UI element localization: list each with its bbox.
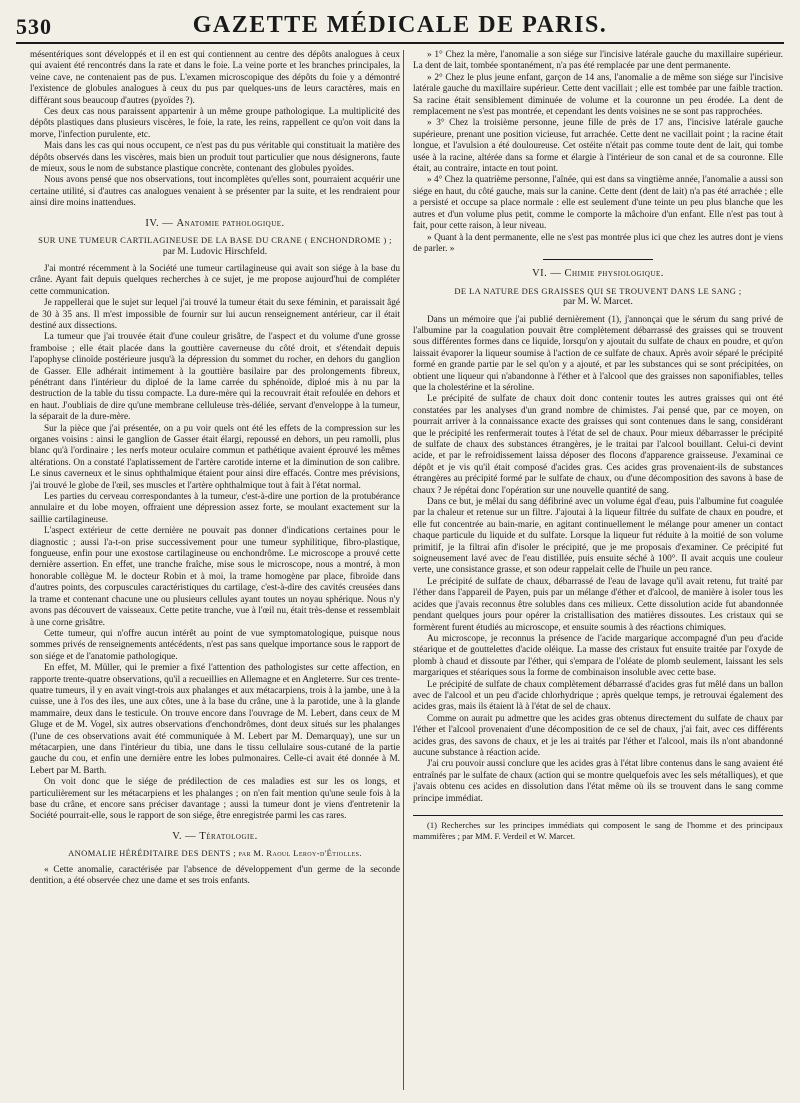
divider	[543, 259, 653, 260]
paragraph: On voit donc que le siége de prédilection de ces maladies est sur les os longs, et particulièrement sur les métacarpiens et les phalanges ; on n'en fait mention qu'une seule fois à la base du crâne, et encore sans préciser davantage ; aussi la tumeur dont je viens d'entretenir la Société pourrait-elle, sous le rapport de son siége, être enregistrée parmi les cas rares.	[30, 777, 400, 822]
section-number: VI. —	[532, 268, 565, 280]
page-number: 530	[16, 14, 52, 39]
article-title: SUR UNE TUMEUR CARTILAGINEUSE DE LA BASE DU CRANE ( ENCHONDROME ) ;	[38, 235, 392, 246]
paragraph: La tumeur que j'ai trouvée était d'une couleur grisâtre, de l'aspect et du volume d'une grosse framboise ; elle était placée dans la gouttière caverneuse du côté droit, et s'étendait depuis l'apophyse clinoïde postérieure jusqu'à la dépression du sommet du rocher, en dehors du ganglion de Gasser. Elle adhérait intimement à la gouttière basilaire par des prolongements fibreux, pénétrant dans l'intérieur du diploé de la lame carrée du sphénoïde, diploé mis à nu par la destruction de la table du tissu compacte. La dure-mère qui la recouvrait était refoulée en dehors et en haut. J'oubliais de dire qu'une membrane celluleuse très-déliée, servant d'enveloppe à la tumeur, la séparait de la dure-mère.	[30, 332, 400, 423]
section-heading-v	[30, 831, 400, 842]
paragraph: » Quant à la dent permanente, elle ne s'est pas montrée plus ici que chez les autres dont je viens de parler. »	[413, 232, 783, 254]
section-title: Chimie physiologique.	[564, 268, 664, 280]
paragraph: mésentériques sont développés et il en est qui contiennent au centre des dépôts analogues à ceux qui avaient été rencontrés dans la rate et dans le foie. La veine porte et les branches principales, la veine cave, ne contenaient pas de pus. L'examen microscopique des dépôts du foie y a démontré l'existence de globules analogues à ceux du pus par quelques-uns de leurs caractères, mais en différant sous beaucoup d'autres (pyoïdes ?).	[30, 50, 400, 106]
paragraph: Le précipité de sulfate de chaux complètement débarrassé d'acides gras fut mêlé dans un ballon avec de l'alcool et un peu d'acide chlorhydrique ; après quelque temps, je retrouvai également des acides gras, mais ils étaient là à l'état de sel de chaux.	[413, 679, 783, 713]
section-heading-iv	[30, 218, 400, 229]
paragraph: J'ai cru pouvoir aussi conclure que les acides gras à l'état libre contenus dans le sang avaient été entraînés par le sulfate de chaux (action qui se montre quelquefois avec les sels métalliques), et que j'avais obtenu ces acides en dissolution dans l'état même où ils se trouvent dans le sang comme principe immédiat.	[413, 759, 783, 804]
section-title: Anatomie pathologique.	[176, 217, 285, 229]
paragraph: Sur la pièce que j'ai présentée, on a pu voir quels ont été les effets de la compression sur les organes voisins : ainsi le ganglion de Gasser était élargi, repoussé en dehors, un peu ramolli, plus blanc qu'à l'ordinaire ; les nerfs moteur oculaire commun et pathétique avaient éprouvé les mêmes altérations. On a constaté l'aplatissement de l'artère carotide interne et la diminution de son calibre. Le sinus caverneux et le sinus ophthalmique étaient pour ainsi dire effacés. Contre mes prévisions, j'ai trouvé le globe de l'œil, ses muscles et l'artère ophthalmique tout à fait à l'état normal.	[30, 423, 400, 491]
paragraph: J'ai montré récemment à la Société une tumeur cartilagineuse qui avait son siége à la base du crâne. Ayant fait depuis quelques recherches à ce sujet, je me propose aujourd'hui de compléter cette communication.	[30, 263, 400, 297]
paragraph: « Cette anomalie, caractérisée par l'absence de développement d'un germe de la seconde dentition, a été observée chez une dame et ses trois enfants.	[30, 864, 400, 887]
paragraph: Les parties du cerveau correspondantes à la tumeur, c'est-à-dire une portion de la protubérance annulaire et du lobe moyen, offraient une dépression assez forte, se moulant exactement sur la saillie cartilagineuse.	[30, 492, 400, 525]
footnote: (1) Recherches sur les principes immédiats qui composent le sang de l'homme et des principaux mammifères ; par MM. F. Verdeil et W. Marcet.	[413, 820, 783, 841]
paragraph: Comme on aurait pu admettre que les acides gras obtenus directement du sulfate de chaux par l'éther et l'alcool provenaient d'une décomposition de ce sel de chaux, j'ai fait, avec ces différents acides gras, des savons de chaux, et je les ai traités par l'éther et l'alcool, mais ils n'ont abandonné aucune substance à réaction acide.	[413, 713, 783, 758]
paragraph: Je rappellerai que le sujet sur lequel j'ai trouvé la tumeur était du sexe féminin, et paraissait âgé de 30 à 35 ans. Il m'est impossible de fournir sur lui aucun renseignement antérieur, car il était destiné aux dissections.	[30, 298, 400, 331]
paragraph: Le précipité de sulfate de chaux, débarrassé de l'eau de lavage qu'il avait retenu, fut traité par l'éther dans l'appareil de Payen, puis par un mélange d'éther et d'alcool, de manière à isoler tous les acides que j'avais reconnus être solubles dans ces milieux. Cette dissolution acide fut abandonnée pendant quelques jours pour opérer la cristallisation des matières dissoutes. Les cristaux qui se formèrent furent étudiés au microscope, et ensuite soumis à des réactions chimiques.	[413, 576, 783, 633]
section-title: Tératologie.	[199, 830, 258, 842]
paragraph: Nous avons pensé que nos observations, tout incomplètes qu'elles sont, pourraient acquérir une certaine utilité, si d'autres cas analogues venaient à se présenter par la suite, et les rendraient pour ainsi dire moins inattendues.	[30, 175, 400, 209]
paragraph: Cette tumeur, qui n'offre aucun intérêt au point de vue symptomatologique, puisque nous sommes privés de renseignements antécédents, n'est pas sans quelque importance sous le rapport de son siége et de l'anatomie pathologique.	[30, 628, 400, 662]
paragraph: » 1° Chez la mère, l'anomalie a son siége sur l'incisive latérale gauche du maxillaire supérieur. La dent de lait, tombée spontanément, n'a pas été remplacée par une dent permanente.	[413, 50, 783, 72]
paragraph: » 2° Chez le plus jeune enfant, garçon de 14 ans, l'anomalie a de même son siége sur l'incisive latérale gauche du maxillaire supérieur. Cette dent vacillait ; elle est tombée par une faible traction. Sa racine était sensiblement diminuée de volume et la couronne un peu érodée. La dent de remplacement ne s'est pas montrée, et cependant les dents voisines ne se sont pas rapprochées.	[413, 72, 783, 118]
paragraph: Dans un mémoire que j'ai publié dernièrement (1), j'annonçai que le sérum du sang privé de l'albumine par la coagulation pouvait être complètement débarrassé des graisses qui se trouvent sous différentes formes dans ce liquide, lorsqu'on y ajoutait du sulfate de chaux en poudre, et qu'on laissait évaporer la liqueur soumise à l'action de ce sulfate de chaux. Après avoir séparé le précipité formé en grande partie par le sel qu'on y a ajouté, et par les substances qui se sont précipitées, on obtient une liqueur qui n'abandonne à l'éther et à l'alcool que des graisses non saponifiables, telles que la cholestérine et la séroline.	[413, 314, 783, 393]
paragraph: En effet, M. Müller, qui le premier a fixé l'attention des pathologistes sur cette affection, en rapporte trente-quatre observations, qu'il a recueillies en Allemagne et en Angleterre. Sur ces trente-quatre tumeurs, il y en avait vingt-trois aux phalanges et aux métacarpiens, trois à la jambe, une à la cuisse, une à l'os des iles, une aux côtes, une à la base du crâne, une à la parotide, une à la glande mammaire, deux dans le testicule. On trouve encore dans l'ouvrage de M. Lebert, dans ceux de M Gluge et de M. Vogel, six autres observations d'enchondrômes, dont deux situés sur les phalanges (l'une de ces observations avait été communiquée à M. Lebert par M. Demarquay), une sur un métacarpien, une dans l'intérieur du tibia, une dans le tissu cellulaire sous-cutané de la partie gauche du cou, et enfin une dernière entre les lobes pulmonaires. Celle-ci avait été donnée à M. Lebert par M. Barth.	[30, 663, 400, 776]
paragraph: Dans ce but, je mêlai du sang défibriné avec un volume égal d'eau, puis l'albumine fut coagulée par la chaleur et retenue sur un filtre. J'ajoutai à la liqueur filtrée du sulfate de chaux en poudre, et elle fut concentrée au bain-marie, en agitant continuellement le mélange pour amener un contact chaque particule du liquide et du sulfate. Lorsque la liqueur fut réduite à la moitié de son volume primitif, je la filtrai afin d'isoler le précipité, que je me proposais d'examiner. Ce précipité fut soigneusement lavé avec de l'eau distillée, puis ensuite séché à 100°. Il avait acquis une couleur verte, une consistance grasse, et son odeur rappelait celle de l'huile un peu rance.	[413, 497, 783, 576]
paragraph: » 4° Chez la quatrième personne, l'aînée, qui est dans sa vingtième année, l'anomalie a aussi son siége en haut, du côté gauche, mais sur la canine. Cette dent (dent de lait) n'a pas été arrachée ; elle a persisté et occupe sa place normale : elle est seulement d'une teinte un peu plus blanche que les autres et d'un volume plus petit, comme le comporte la mâchoire d'un enfant. Elle n'est pas tout à fait, pour cette raison, à leur niveau.	[413, 175, 783, 232]
column-rule	[403, 50, 404, 1090]
left-column	[30, 50, 400, 1095]
section-heading-vi	[413, 268, 783, 279]
paragraph: Au microscope, je reconnus la présence de l'acide margarique accompagné d'un peu d'acide stéarique et de gouttelettes d'acide oléique. La masse des cristaux fut ensuite traitée par l'oxyde de plomb à chaud et dissoute par l'éther, qui s'empara de l'oléate de plomb seulement, laissant les sels margariques et stéariques sous la forme de combinaison insoluble avec cette base.	[413, 633, 783, 679]
article-title: ANOMALIE HÉRÉDITAIRE DES DENTS ; par M. Raoul Leroy-d'Étiolles.	[68, 848, 362, 859]
article-title: DE LA NATURE DES GRAISSES QUI SE TROUVENT DANS LE SANG ;	[454, 285, 742, 296]
paragraph: Ces deux cas nous paraissent appartenir à un même groupe pathologique. La multiplicité des dépôts plastiques dans plusieurs viscères, le foie, la rate, les reins, rappellent ce qu'on voit dans la morve, l'infection purulente, etc.	[30, 107, 400, 140]
paragraph: L'aspect extérieur de cette dernière ne pouvait pas donner d'indications certaines pour le diagnostic ; aussi l'a-t-on prise successivement pour une tumeur syphilitique, fibro-plastique, fongueuse, enfin pour une exostose cartilagineuse ou enchondrôme. Le microscope a prouvé cette dernière assertion. En effet, une tranche fraîche, mise sous le microscope, nous a montré, à mon honorable collègue M. le docteur Robin et à moi, la trame homogène par place, fibroïde dans d'autres points, des corpuscules caractéristiques du cartilage, c'est-à-dire des cavités creusées dans la trame et contenant chacune une ou plusieurs cellules ayant toutes un noyau sphérique. Nous n'y avons pas découvert de vaisseaux. Cette petite tranche, vue à l'œil nu, était très-dense et ressemblait à une corne grisâtre.	[30, 526, 400, 628]
article-author: par M. W. Marcet.	[563, 297, 633, 308]
paragraph: Le précipité de sulfate de chaux doit donc contenir toutes les autres graisses qui ont été constatées par les analyses d'un grand nombre de chimistes. J'ai pensé que, par ce moyen, on pourrait arriver à la connaissance exacte des graisses qui sont contenues dans le sang, considérant que le précipité les renfermerait toutes à l'état de sel de chaux. Pour mieux débarrasser le précipité de sulfate de chaux des substances étrangères, je le traitai par l'alcool bouillant. Celui-ci devint acide, et par le refroidissement laissa déposer des flocons d'apparence graisseuse. J'examinai ce dépôt et je vis qu'il était composé d'acides gras. Ces acides gras provenaient-ils de substances étrangères au précipité formé par le sulfate de chaux, ou d'une décomposition des savons à base de chaux ? Je répétai donc l'opération sur une nouvelle quantité de sang.	[413, 394, 783, 496]
section-number: IV. —	[145, 217, 177, 229]
journal-title: GAZETTE MÉDICALE DE PARIS.	[192, 12, 608, 38]
page-header	[16, 8, 784, 44]
paragraph: Mais dans les cas qui nous occupent, ce n'est pas du pus véritable qui constituait la matière des dépôts observés dans les viscères, mais bien un produit tout particulier que nous désignerons, faute de mieux, sous le nom de substance plastique concrète, contenant des globules pyoïdes.	[30, 141, 400, 175]
paragraph: » 3° Chez la troisième personne, jeune fille de près de 17 ans, l'incisive latérale gauche supérieure, prenant une position vicieuse, fut arrachée. Cette dent ne vacillait point ; la racine était longue, et l'avulsion a été douloureuse. Cet ostéite n'était pas comme toute dent de lait, qui tombe usée à la racine, altérée dans sa forme et élargie à l'intérieur de son canal et de sa couronne. Elle était, au contraire, intacte en tout point.	[413, 118, 783, 175]
section-number: V. —	[172, 830, 200, 842]
article-author: par M. Ludovic Hirschfeld.	[162, 246, 268, 257]
right-column	[413, 50, 783, 1050]
footnote-rule	[413, 815, 783, 816]
